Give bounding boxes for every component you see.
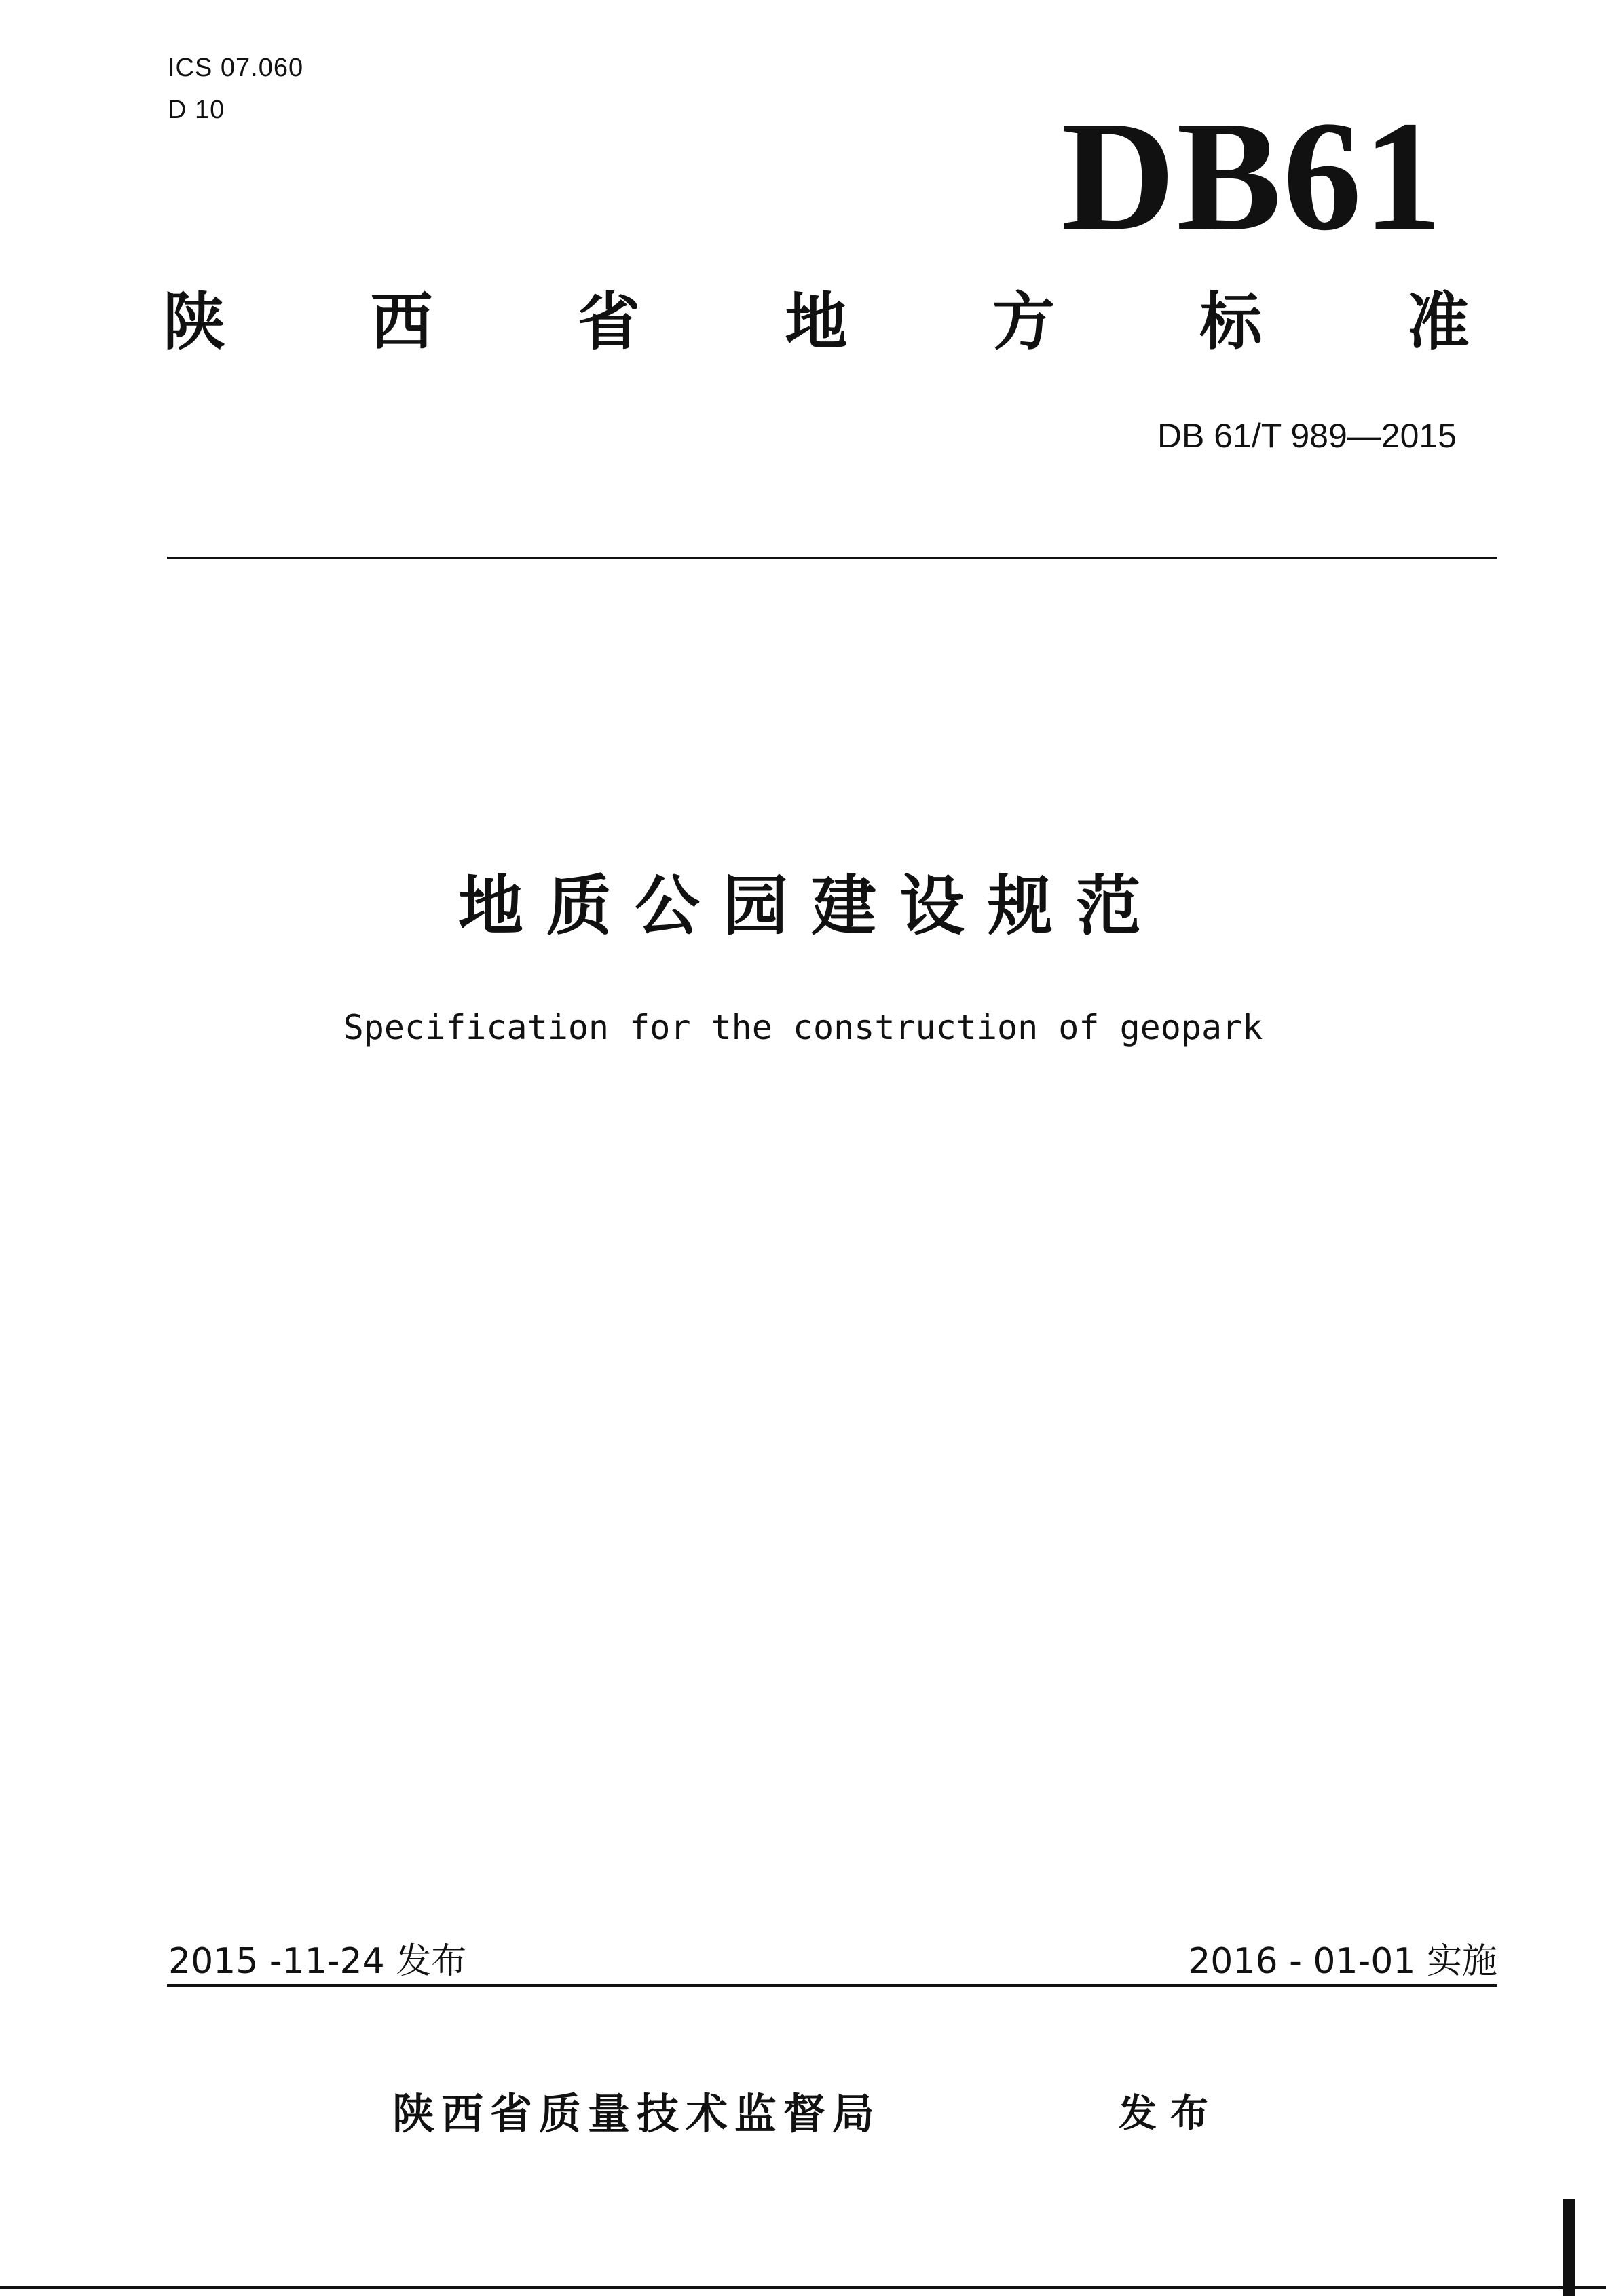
bottom-divider <box>167 1984 1497 1987</box>
standard-type-char: 西 <box>370 286 433 358</box>
standard-type-char: 准 <box>1406 286 1470 358</box>
issue-date: 2015 -11-24 发布 <box>168 1941 467 1982</box>
standard-type-char: 方 <box>992 286 1055 358</box>
issuer-action: 发布 <box>1119 2092 1222 2136</box>
scan-bottom-edge <box>0 2286 1606 2289</box>
chinese-title: 地质公园建设规范 <box>458 868 1164 944</box>
issuer-name: 陕西省质量技术监督局 <box>392 2089 882 2139</box>
ccs-code: D 10 <box>168 96 225 124</box>
english-title: Specification for the construction of geopark <box>343 1008 1263 1047</box>
top-divider <box>167 557 1497 559</box>
standard-type-char: 省 <box>577 286 640 358</box>
implementation-date: 2016 - 01-01 实施 <box>1188 1941 1497 1982</box>
standard-type-char: 地 <box>785 286 848 358</box>
ics-code: ICS 07.060 <box>168 54 304 82</box>
standard-type-char: 标 <box>1199 286 1263 358</box>
db-logo: DB61 <box>1061 89 1443 263</box>
scan-edge-mark <box>1563 2199 1575 2296</box>
standard-type-heading <box>163 285 1470 360</box>
standard-code: DB 61/T 989—2015 <box>1157 417 1457 455</box>
standard-type-char: 陕 <box>163 286 226 358</box>
